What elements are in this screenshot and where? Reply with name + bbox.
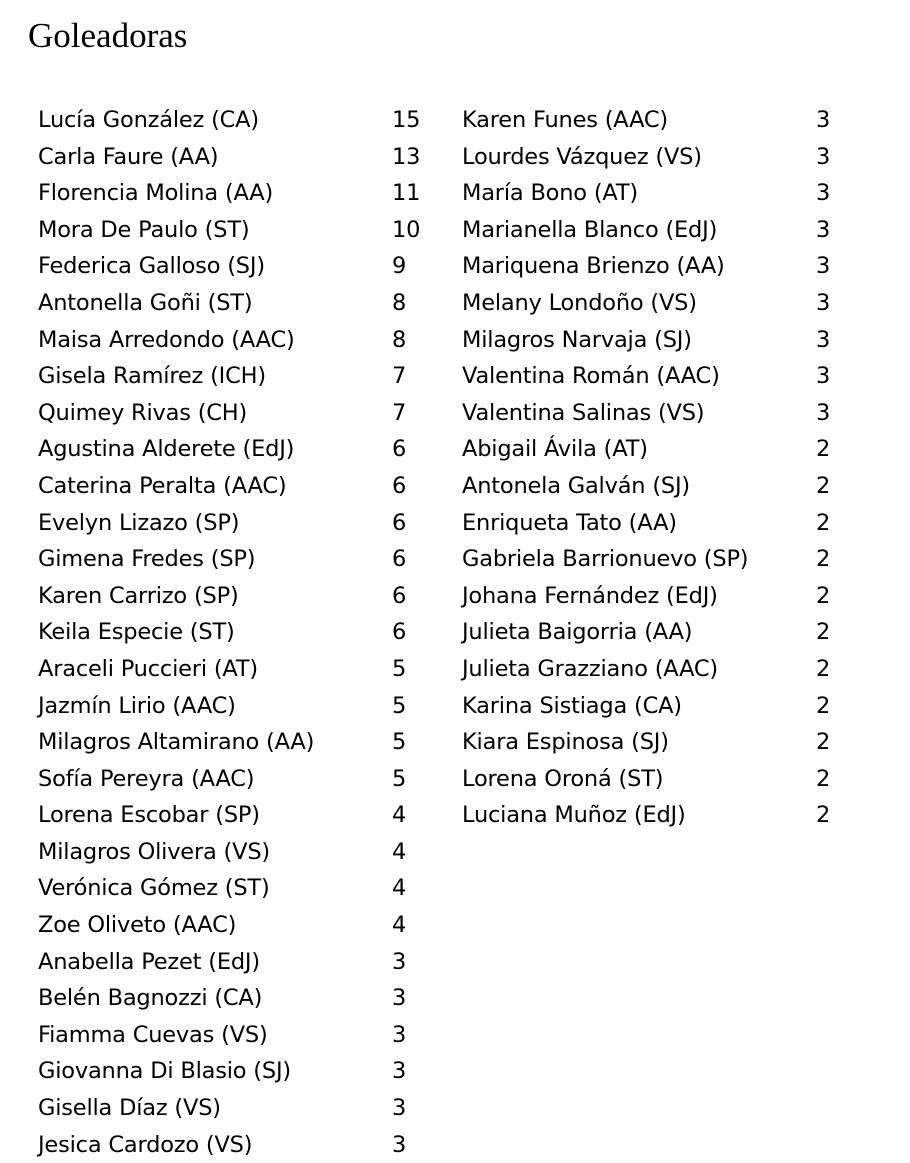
scorer-row [38,907,438,944]
goal-count: 13 [392,143,421,170]
scorer-row [38,944,438,981]
goal-count: 2 [816,472,831,499]
goal-count: 7 [392,363,407,390]
player-name: Mariquena Brienzo (AA) [462,253,725,280]
goal-count: 6 [392,582,407,609]
scorer-row [38,139,438,176]
scorer-row [38,102,438,139]
scorer-row [462,541,842,578]
goal-count: 10 [392,216,421,243]
player-name: Valentina Salinas (VS) [462,399,705,426]
player-name: Melany Londoño (VS) [462,289,697,316]
goal-count: 4 [392,912,407,939]
scorer-row [462,797,842,834]
goal-count: 3 [392,1021,407,1048]
player-name: Zoe Oliveto (AAC) [38,912,237,939]
scorer-row [38,431,438,468]
goal-count: 11 [392,180,421,207]
goal-count: 4 [392,875,407,902]
player-name: Antonella Goñi (ST) [38,289,253,316]
scorer-row [38,980,438,1017]
scorer-row [38,578,438,615]
goal-count: 5 [392,692,407,719]
scorer-row [38,761,438,798]
goal-count: 6 [392,619,407,646]
player-name: Abigail Ávila (AT) [462,436,648,463]
goal-count: 2 [816,582,831,609]
scorers-list-right [462,102,842,834]
player-name: Anabella Pezet (EdJ) [38,948,260,975]
scorer-row [38,395,438,432]
scorer-row [38,175,438,212]
scorer-row [38,541,438,578]
goal-count: 6 [392,509,407,536]
goal-count: 3 [392,1095,407,1122]
player-name: Federica Galloso (SJ) [38,253,265,280]
scorer-row [38,1090,438,1127]
goal-count: 2 [816,765,831,792]
goal-count: 3 [816,399,831,426]
player-name: Milagros Altamirano (AA) [38,729,315,756]
player-name: Julieta Baigorria (AA) [462,619,693,646]
player-name: Milagros Olivera (VS) [38,838,270,865]
goal-count: 3 [392,985,407,1012]
scorer-row [462,175,842,212]
player-name: Lucía González (CA) [38,107,259,133]
scorer-row [462,285,842,322]
player-name: María Bono (AT) [462,180,638,207]
player-name: Enriqueta Tato (AA) [462,509,677,536]
player-name: Verónica Gómez (ST) [38,875,270,902]
player-name: Carla Faure (AA) [38,143,219,170]
scorer-row [462,431,842,468]
scorer-row [38,1017,438,1054]
goal-count: 3 [816,326,831,353]
player-name: Lourdes Vázquez (VS) [462,143,702,170]
player-name: Agustina Alderete (EdJ) [38,436,295,463]
player-name: Kiara Espinosa (SJ) [462,729,669,756]
player-name: Gisella Díaz (VS) [38,1095,221,1122]
scorer-row [38,248,438,285]
player-name: Mora De Paulo (ST) [38,216,250,243]
scorer-row [462,322,842,359]
goal-count: 2 [816,436,831,463]
goal-count: 5 [392,765,407,792]
goal-count: 5 [392,655,407,682]
player-name: Maisa Arredondo (AAC) [38,326,295,353]
scorer-row [38,688,438,725]
player-name: Milagros Narvaja (SJ) [462,326,692,353]
goal-count: 5 [392,729,407,756]
player-name: Johana Fernández (EdJ) [462,582,718,609]
player-name: Gimena Fredes (SP) [38,546,256,573]
scorer-row [38,322,438,359]
scorer-row [462,358,842,395]
scorer-row [38,358,438,395]
scorer-row [462,761,842,798]
player-name: Sofía Pereyra (AAC) [38,765,255,792]
goal-count: 3 [816,289,831,316]
scorer-row [38,797,438,834]
player-name: Caterina Peralta (AAC) [38,472,287,499]
goal-count: 7 [392,399,407,426]
player-name: Araceli Puccieri (AT) [38,655,258,682]
scorer-row [38,1127,438,1163]
scorers-list-left [38,102,438,1163]
goal-count: 3 [392,948,407,975]
scorer-row [38,724,438,761]
player-name: Antonela Galván (SJ) [462,472,690,499]
scorer-row [462,395,842,432]
goal-count: 3 [816,107,831,133]
player-name: Jazmín Lirio (AAC) [38,692,236,719]
player-name: Quimey Rivas (CH) [38,399,248,426]
scorer-row [462,468,842,505]
player-name: Giovanna Di Blasio (SJ) [38,1058,291,1085]
scorer-row [462,102,842,139]
scorer-row [462,614,842,651]
scorer-row [38,614,438,651]
player-name: Florencia Molina (AA) [38,180,274,207]
goal-count: 2 [816,509,831,536]
player-name: Lorena Escobar (SP) [38,802,260,829]
goal-count: 4 [392,838,407,865]
goal-count: 6 [392,472,407,499]
scorer-row [462,248,842,285]
player-name: Evelyn Lizazo (SP) [38,509,240,536]
player-name: Gisela Ramírez (ICH) [38,363,266,390]
player-name: Keila Especie (ST) [38,619,235,646]
player-name: Lorena Oroná (ST) [462,765,664,792]
goal-count: 2 [816,692,831,719]
player-name: Gabriela Barrionuevo (SP) [462,546,749,573]
scorer-row [38,212,438,249]
page-title: Goleadoras [28,16,188,55]
player-name: Karen Carrizo (SP) [38,582,239,609]
goal-count: 8 [392,289,407,316]
goal-count: 3 [816,363,831,390]
goal-count: 2 [816,655,831,682]
player-name: Marianella Blanco (EdJ) [462,216,718,243]
goal-count: 2 [816,729,831,756]
scorer-row [38,468,438,505]
goal-count: 2 [816,619,831,646]
goal-count: 3 [816,253,831,280]
scorer-row [38,834,438,871]
goal-count: 6 [392,546,407,573]
player-name: Jesica Cardozo (VS) [38,1131,253,1158]
goal-count: 15 [392,107,421,133]
goal-count: 2 [816,546,831,573]
scorer-row [38,870,438,907]
player-name: Belén Bagnozzi (CA) [38,985,263,1012]
scorer-row [462,578,842,615]
goal-count: 2 [816,802,831,829]
scorer-row [462,688,842,725]
scorer-row [38,285,438,322]
scorer-row [462,139,842,176]
player-name: Valentina Román (AAC) [462,363,720,390]
player-name: Karina Sistiaga (CA) [462,692,682,719]
scorer-row [462,212,842,249]
scorer-row [38,1053,438,1090]
goal-count: 3 [816,143,831,170]
player-name: Julieta Grazziano (AAC) [462,655,718,682]
player-name: Karen Funes (AAC) [462,107,668,133]
scorer-row [462,651,842,688]
scorer-row [38,651,438,688]
player-name: Luciana Muñoz (EdJ) [462,802,686,829]
goal-count: 3 [392,1058,407,1085]
scorer-row [462,505,842,542]
goal-count: 6 [392,436,407,463]
scorer-row [462,724,842,761]
scorer-row [38,505,438,542]
player-name: Fiamma Cuevas (VS) [38,1021,268,1048]
goal-count: 8 [392,326,407,353]
goal-count: 3 [816,180,831,207]
goal-count: 3 [392,1131,407,1158]
goal-count: 9 [392,253,407,280]
goal-count: 3 [816,216,831,243]
goal-count: 4 [392,802,407,829]
